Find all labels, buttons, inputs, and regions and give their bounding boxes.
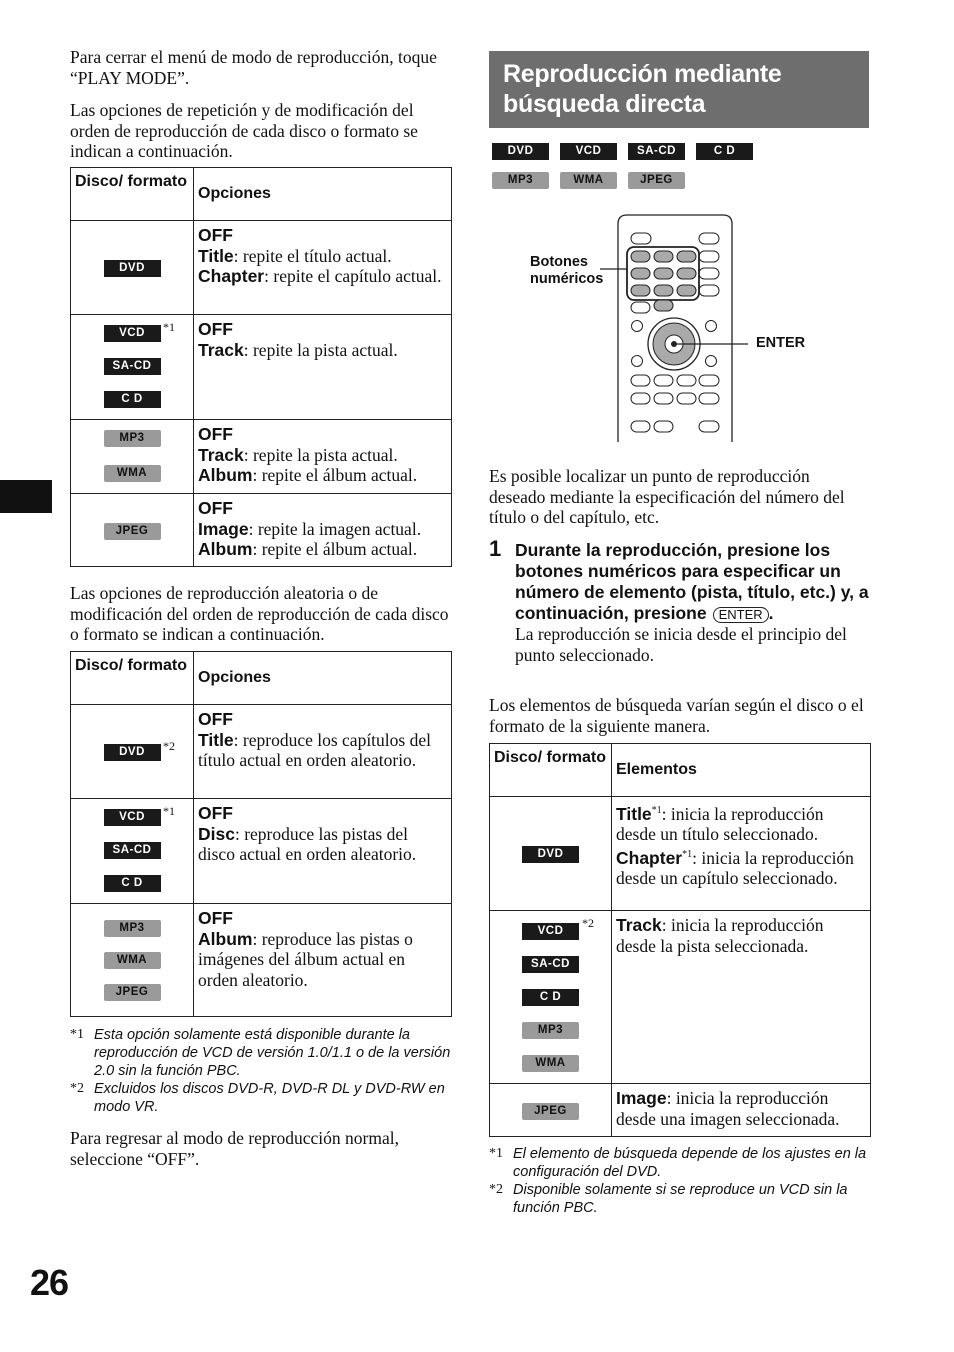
option-desc: : repite el álbum actual. <box>252 539 418 559</box>
section-title-line: Reproducción mediante <box>503 60 782 88</box>
dvd-badge: DVD <box>492 143 549 160</box>
table-row <box>71 904 452 1017</box>
option-key: Title <box>198 729 234 750</box>
table-row <box>71 705 452 799</box>
off-option: OFF <box>198 908 233 928</box>
vcd-badge: VCD <box>560 143 617 160</box>
table-header-format: Disco/ formato <box>71 168 194 221</box>
off-option: OFF <box>198 424 233 444</box>
mp3-badge: MP3 <box>104 430 161 447</box>
table-header-format: Disco/ formato <box>490 744 612 797</box>
dvd-badge: DVD <box>104 260 161 277</box>
sacd-badge: SA-CD <box>522 956 579 973</box>
vcd-badge: VCD <box>522 923 579 940</box>
option-key: Disc <box>198 823 235 844</box>
item-desc: : inicia la reproducción desde un capítulo seleccionado. <box>616 847 854 889</box>
enter-button: ENTER <box>713 607 769 623</box>
intro-paragraph-1: Para cerrar el menú de modo de reproducción, toque “PLAY MODE”. <box>70 47 437 88</box>
sacd-badge: SA-CD <box>104 358 161 375</box>
repeat-options-table <box>70 167 452 567</box>
intro-paragraph-3: Las opciones de reproducción aleatoria o de modificación del orden de reproducción de cada disco o formato se indican a continuación. <box>70 583 449 644</box>
step-number: 1 <box>489 536 502 561</box>
enter-label: ENTER <box>756 335 806 351</box>
wma-badge: WMA <box>104 952 161 969</box>
step-instruction: Durante la reproducción, presione los botones numéricos para especificar un número de elemento (pista, título, etc.) y, a continuación, presione <box>515 540 869 623</box>
option-desc: : repite la pista actual. <box>243 339 398 360</box>
footnote-label: *2 <box>489 1182 503 1197</box>
wma-badge: WMA <box>104 465 161 482</box>
page-number: 26 <box>30 1262 69 1303</box>
option-desc: : reproduce los capítulos del título actual en orden aleatorio. <box>198 729 431 770</box>
jpeg-badge: JPEG <box>522 1103 579 1120</box>
item-key: Track <box>616 915 662 935</box>
section-title-line: búsqueda directa <box>503 90 706 118</box>
mp3-badge: MP3 <box>522 1022 579 1039</box>
option-desc: : reproduce las pistas del disco actual en orden aleatorio. <box>198 823 417 864</box>
footnote-text: Disponible solamente si se reproduce un VCD sin la función PBC. <box>513 1182 848 1216</box>
footnote-text: Esta opción solamente está disponible durante la reproducción de VCD de versión 1.0/1.1 o de la versión 2.0 sin la función PBC. <box>94 1027 451 1079</box>
off-option: OFF <box>198 709 233 729</box>
cd-badge: C D <box>522 989 579 1006</box>
off-option: OFF <box>198 803 233 823</box>
table-row <box>71 221 452 315</box>
option-desc: : repite el álbum actual. <box>252 465 418 485</box>
mp3-badge: MP3 <box>492 172 549 189</box>
step-block <box>515 540 869 665</box>
cd-badge: C D <box>696 143 753 160</box>
table-row <box>490 797 871 911</box>
option-desc: : repite el capítulo actual. <box>264 266 442 286</box>
off-option: OFF <box>198 225 233 245</box>
option-desc: : repite la pista actual. <box>243 444 398 465</box>
shuffle-options-table <box>70 651 452 1017</box>
side-tab <box>0 480 52 513</box>
description-paragraph-2: Los elementos de búsqueda varían según el disco o el formato de la siguiente manera. <box>489 695 864 736</box>
footnote-ref: *1 <box>163 804 175 818</box>
item-desc: : inicia la reproducción desde una imagen seleccionada. <box>616 1088 840 1129</box>
footnote <box>489 1181 874 1217</box>
table-header-format: Disco/ formato <box>71 652 194 705</box>
jpeg-badge: JPEG <box>628 172 685 189</box>
option-key: Image <box>198 518 249 539</box>
item-key: Title <box>616 803 652 824</box>
wma-badge: WMA <box>560 172 617 189</box>
description-paragraph: Es posible localizar un punto de reproducción deseado mediante la especificación del número del título o del capítulo, etc. <box>489 466 845 527</box>
footnote-ref: *2 <box>163 739 175 753</box>
cd-badge: C D <box>104 391 161 408</box>
dvd-badge: DVD <box>522 846 579 863</box>
option-desc: : reproduce las pistas o imágenes del álbum actual en orden aleatorio. <box>198 928 413 990</box>
sacd-badge: SA-CD <box>628 143 685 160</box>
section-title-bar <box>489 51 869 128</box>
numeric-buttons-label-line: numéricos <box>530 271 604 287</box>
item-key: Chapter <box>616 847 683 868</box>
footnote <box>70 1026 455 1080</box>
option-key: Album <box>198 465 253 485</box>
search-items-table <box>489 743 871 1137</box>
table-row <box>490 1084 871 1137</box>
table-row <box>490 911 871 1084</box>
vcd-badge: VCD <box>104 809 161 826</box>
footnote-text: El elemento de búsqueda depende de los ajustes en la configuración del DVD. <box>513 1146 867 1180</box>
mp3-badge: MP3 <box>104 920 161 937</box>
step-result: La reproducción se inicia desde el principio del punto seleccionado. <box>515 624 847 665</box>
table-row <box>71 315 452 420</box>
table-header-items: Elementos <box>612 744 871 797</box>
footnote-label: *1 <box>489 1146 503 1161</box>
remote-control-illustration <box>590 210 760 445</box>
off-option: OFF <box>198 498 233 518</box>
jpeg-badge: JPEG <box>104 523 161 540</box>
numeric-buttons-label-line: Botones <box>530 254 588 270</box>
option-key: Track <box>198 444 244 465</box>
cd-badge: C D <box>104 875 161 892</box>
option-key: Album <box>198 539 253 559</box>
table-header-options: Opciones <box>194 168 452 221</box>
option-desc: : repite la imagen actual. <box>248 518 422 539</box>
footnote-label: *2 <box>70 1081 84 1096</box>
dvd-badge: DVD <box>104 744 161 761</box>
footnote-text: Excluidos los discos DVD-R, DVD-R DL y DVD-RW en modo VR. <box>94 1081 445 1115</box>
option-desc: : repite el título actual. <box>233 245 392 266</box>
option-key: Chapter <box>198 266 265 286</box>
option-key: Album <box>198 928 253 949</box>
step-period: . <box>768 603 774 623</box>
footnote-ref: *1 <box>163 320 175 334</box>
footnote <box>70 1080 455 1116</box>
sacd-badge: SA-CD <box>104 842 161 859</box>
footnote-label: *1 <box>70 1027 84 1042</box>
option-key: Track <box>198 339 244 360</box>
footnote-ref: *1 <box>651 805 662 816</box>
section-title <box>503 59 781 119</box>
vcd-badge: VCD <box>104 325 161 342</box>
footnote-ref: *1 <box>682 848 693 860</box>
item-key: Image <box>616 1088 667 1108</box>
jpeg-badge: JPEG <box>104 984 161 1001</box>
table-header-options: Opciones <box>194 652 452 705</box>
footnote <box>489 1145 874 1181</box>
item-desc: : inicia la reproducción desde un título seleccionado. <box>616 803 824 845</box>
item-desc: : inicia la reproducción desde la pista seleccionada. <box>616 915 824 956</box>
table-row <box>71 494 452 567</box>
intro-paragraph-2: Las opciones de repetición y de modificación del orden de reproducción de cada disco o formato se indican a continuación. <box>70 100 418 161</box>
footnote-ref: *2 <box>582 916 594 930</box>
table-row <box>71 799 452 904</box>
table-row <box>71 420 452 494</box>
option-key: Title <box>198 245 234 266</box>
wma-badge: WMA <box>522 1055 579 1072</box>
closing-paragraph: Para regresar al modo de reproducción normal, seleccione “OFF”. <box>70 1128 399 1169</box>
off-option: OFF <box>198 319 233 339</box>
